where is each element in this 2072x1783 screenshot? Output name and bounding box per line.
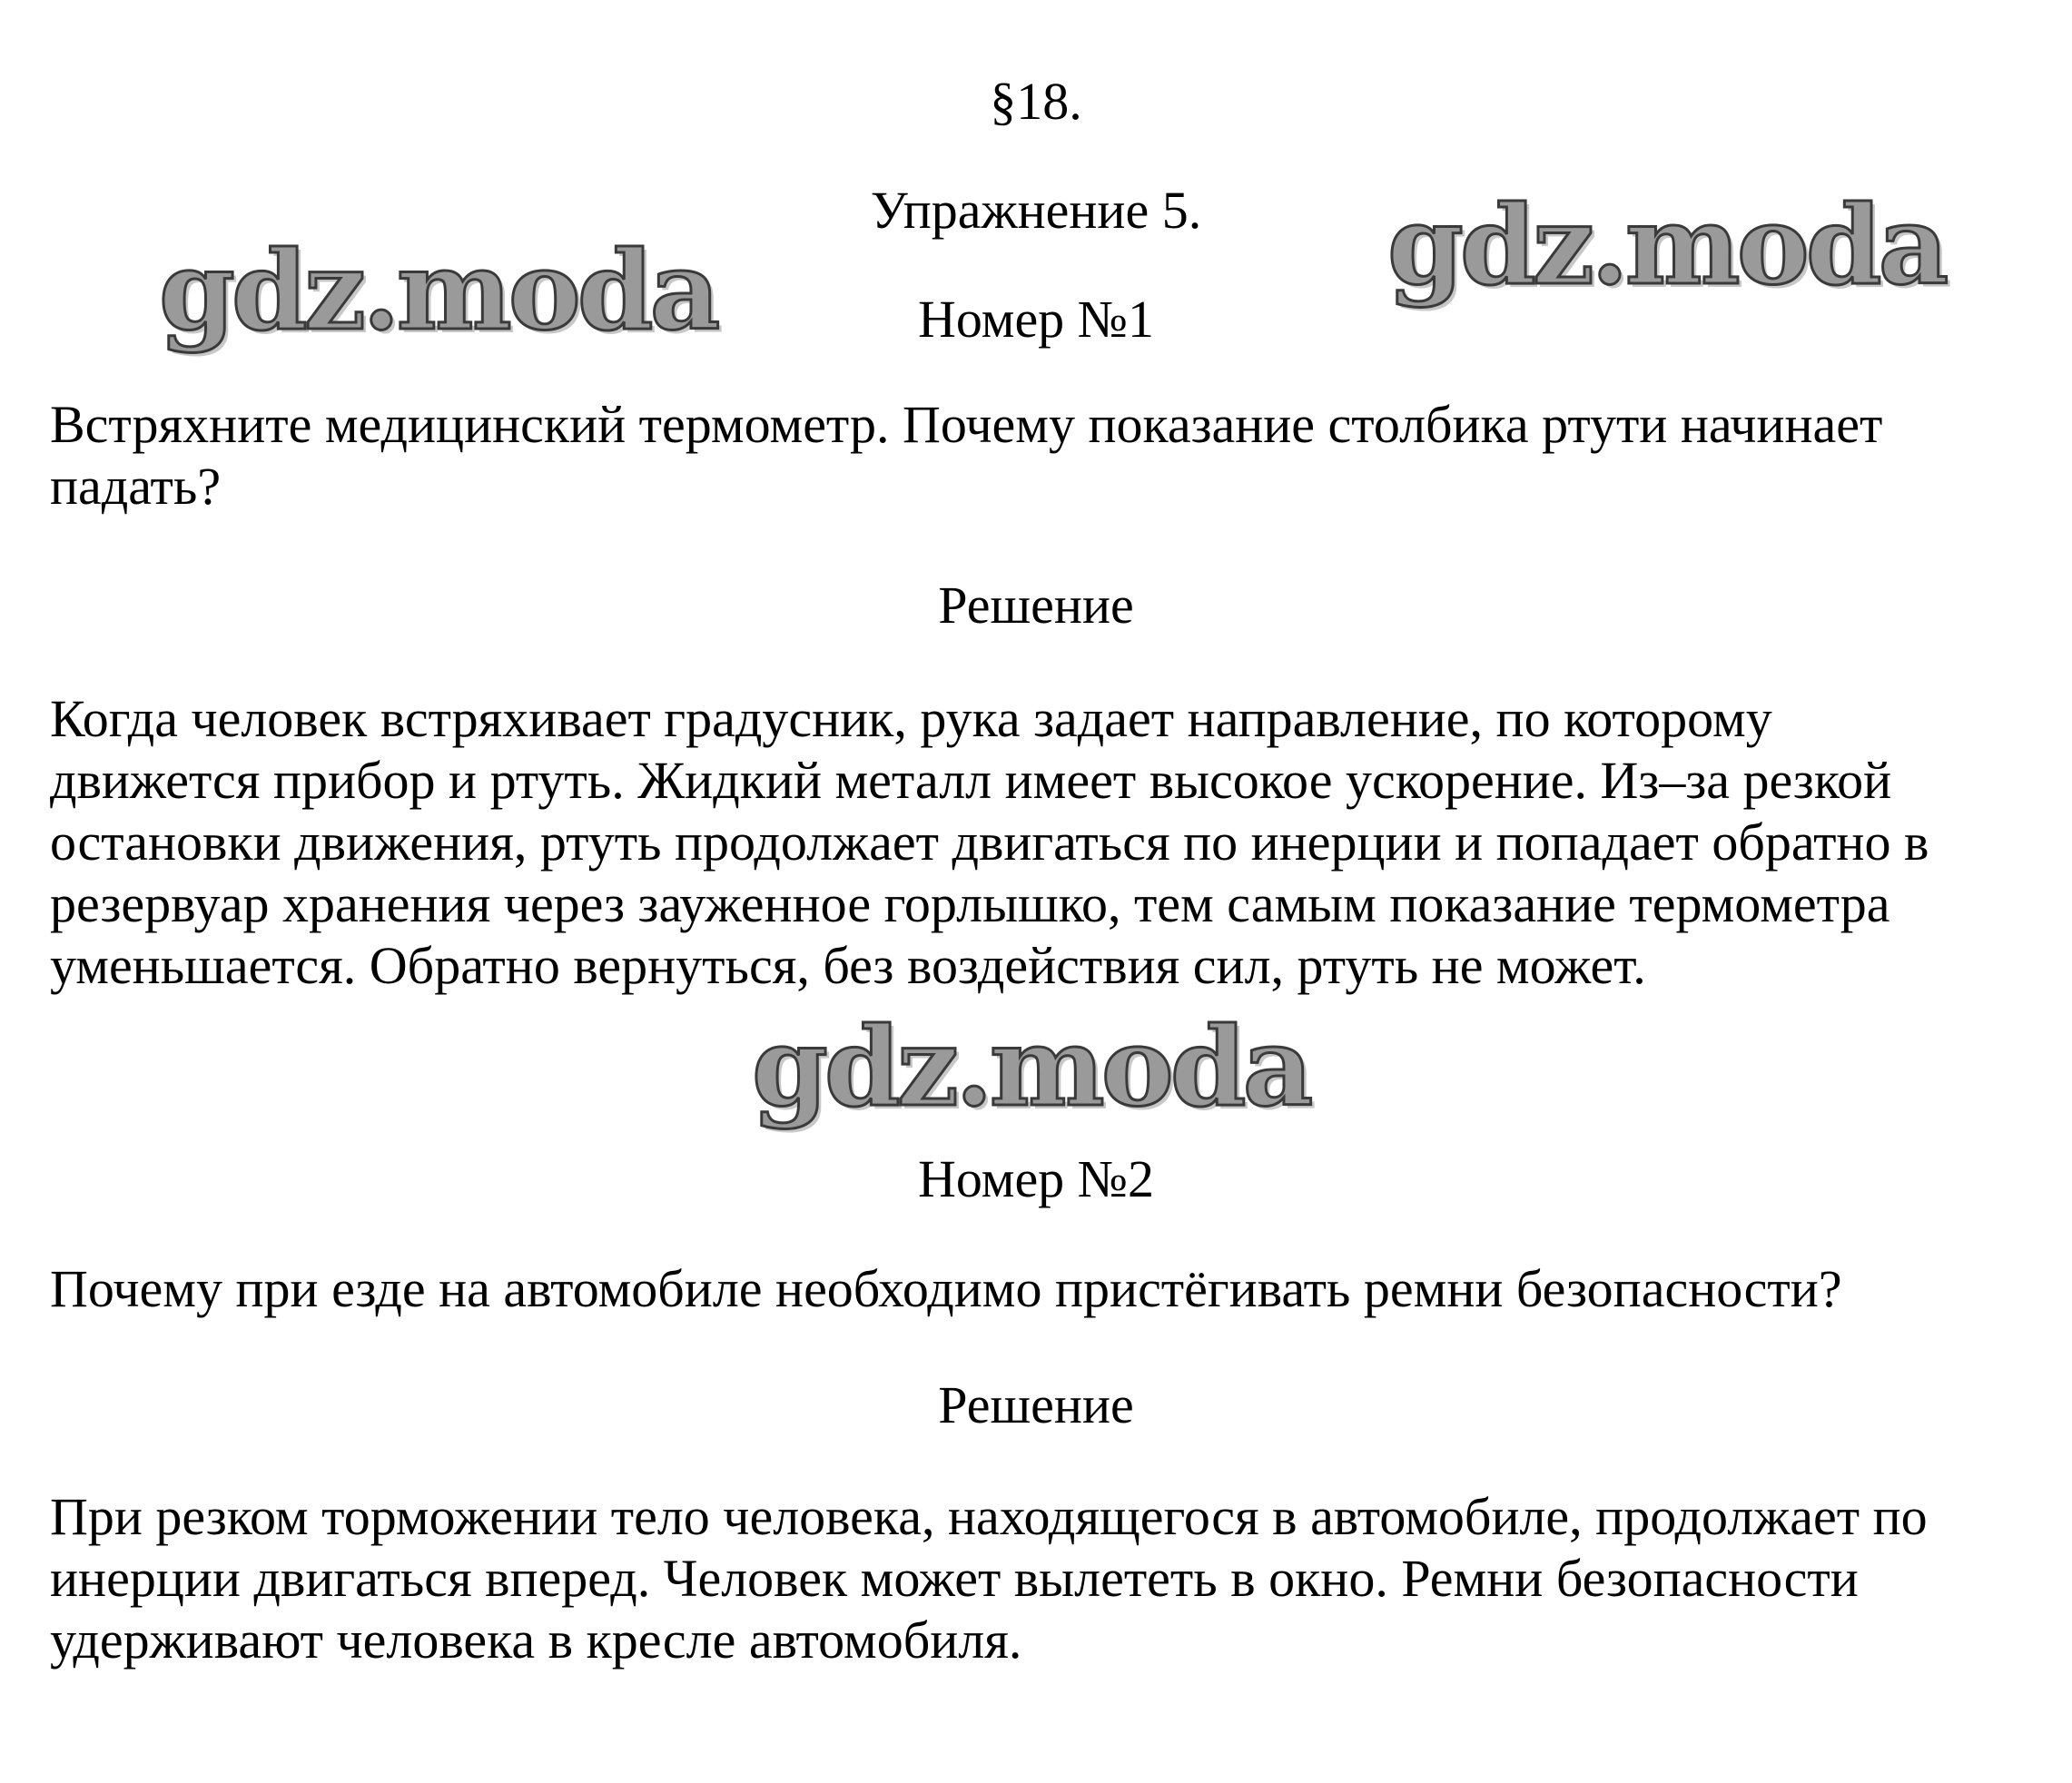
watermark-left: gdz.moda [159,227,717,355]
task1-solution-label: Решение [938,576,1134,635]
task2-answer [50,1486,2038,1671]
task2-question-line: Почему при езде на автомобиле необходимо пристёгивать ремни безопасности? [50,1259,1842,1318]
section-heading: §18. [990,72,1082,131]
exercise-heading: Упражнение 5. [870,181,1202,240]
task1-question [50,394,2038,517]
task2-question [50,1258,2038,1320]
task1-question-line: падать? [50,457,222,516]
task1-answer [50,688,2038,997]
task1-number: Номер №1 [917,290,1155,349]
task2-solution-label: Решение [938,1375,1134,1434]
task1-answer-line: уменьшается. Обратно вернуться, без воздействия сил, ртуть не может. [50,936,1646,995]
task1-answer-line: резервуар хранения через зауженное горлышко, тем самым показание термометра [50,874,1890,933]
task2-answer-line: удерживают человека в кресле автомобиля. [50,1611,1022,1670]
task1-answer-line: движется прибор и ртуть. Жидкий металл имеет высокое ускорение. Из–за резкой [50,751,1892,810]
watermark-center: gdz.moda [752,1003,1310,1131]
task2-answer-line: При резком торможении тело человека, находящегося в автомобиле, продолжает по [50,1487,1928,1546]
task2-number: Номер №2 [917,1149,1155,1208]
task1-answer-line: остановки движения, ртуть продолжает двигаться по инерции и попадает обратно в [50,813,1929,872]
task2-answer-line: инерции двигаться вперед. Человек может вылететь в окно. Ремни безопасности [50,1549,1859,1608]
task1-answer-line: Когда человек встряхивает градусник, рука задает направление, по которому [50,689,1772,748]
task1-question-line: Встряхните медицинский термометр. Почему показание столбика ртути начинает [50,395,1883,454]
watermark-right: gdz.moda [1387,182,1946,310]
